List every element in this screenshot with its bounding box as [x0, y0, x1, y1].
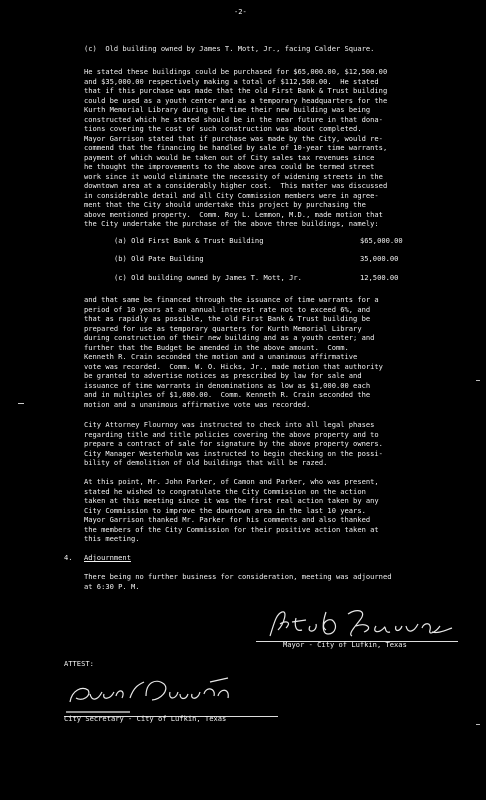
paragraph-financing-motion	[84, 295, 472, 409]
building-amount: 35,000.00	[360, 254, 399, 263]
building-label: (b) Old Pate Building	[114, 254, 204, 263]
text-line: City Manager Westerholm was instructed to begin checking on the possi-	[84, 448, 383, 458]
secretary-title: City Secretary - City of Lufkin, Texas	[64, 714, 227, 723]
section-title: Adjournment	[84, 553, 131, 562]
text-line: commend that the financing be handled by sale of 10-year time warrants,	[84, 143, 388, 152]
building-amount: 12,500.00	[360, 273, 399, 282]
item-c-heading: (c) Old building owned by James T. Mott, Jr., facing Calder Square.	[84, 44, 375, 53]
text-line: and that same be financed through the issuance of time warrants for a	[84, 295, 379, 304]
building-label: (c) Old building owned by James T. Mott, Jr.	[114, 273, 302, 282]
text-line: prepare a contract of sale for signature by the above property owners.	[84, 439, 383, 448]
text-line: in considerable detail and all City Commission members were in agree-	[84, 190, 379, 200]
text-line: prepared for use as temporary quarters for Kurth Memorial Library	[84, 323, 362, 333]
building-row	[114, 273, 414, 283]
mayor-title: Mayor - City of Lufkin, Texas	[283, 640, 407, 649]
text-line: He stated these buildings could be purchased for $65,000.00, $12,500.00	[84, 67, 388, 76]
margin-mark	[476, 724, 480, 725]
text-line: payment of which would be taken out of City sales tax revenues since	[84, 152, 375, 162]
page-number: -2-	[234, 7, 247, 16]
text-line: taken at this meeting since it was the first real action taken by any	[84, 496, 379, 505]
text-line: he thought the improvements to the above area could be termed street	[84, 162, 375, 171]
secretary-signature	[60, 672, 260, 720]
text-line: motion and a unanimous affirmative vote was recorded.	[84, 399, 311, 409]
building-label: (a) Old First Bank & Trust Building	[114, 236, 264, 245]
paragraph-legal-instructions	[84, 420, 472, 468]
text-line: At this point, Mr. John Parker, of Camon and Parker, who was present,	[84, 477, 379, 486]
margin-mark	[18, 403, 24, 404]
text-line: work since it would eliminate the necessity of widening streets in the	[84, 171, 383, 181]
text-line: tions covering the cost of such construction was about completed.	[84, 124, 362, 133]
text-line: Mayor Garrison stated that if purchase was made by the City, would re-	[84, 133, 383, 143]
paragraph-adjournment	[84, 572, 472, 591]
building-row	[114, 254, 414, 264]
text-line: vote was recorded. Comm. W. O. Hicks, Jr., made motion that authority	[84, 361, 383, 371]
text-line: above mentioned property. Comm. Roy L. Lemmon, M.D., made motion that	[84, 209, 383, 219]
text-line: Kenneth R. Crain seconded the motion and a unanimous affirmative	[84, 352, 358, 361]
text-line: during construction of their new building and as a youth center; and	[84, 333, 375, 342]
text-line: There being no further business for consideration, meeting was adjourned	[84, 572, 392, 581]
text-line: be granted to advertise notices as prescribed by law for sale and	[84, 371, 362, 380]
text-line: ment that the City should undertake this project by purchasing the	[84, 200, 366, 209]
paragraph-parker-remarks	[84, 477, 472, 544]
text-line: at 6:30 P. M.	[84, 581, 140, 591]
text-line: and $35,000.00 respectively making a total of $112,500.00. He stated	[84, 76, 379, 86]
text-line: constructed which he stated should be in the near future in that dona-	[84, 114, 383, 124]
text-line: and in multiples of $1,000.00. Comm. Kenneth R. Crain seconded the	[84, 390, 371, 399]
text-line: could be used as a youth center and as a temporary headquarters for the	[84, 95, 388, 105]
text-line: regarding title and title policies covering the above property and to	[84, 429, 379, 439]
text-line: bility of demolition of old buildings that will be razed.	[84, 458, 328, 467]
text-line: downtown area at a considerably higher cost. This matter was discussed	[84, 181, 388, 190]
section-4-heading	[64, 553, 131, 563]
text-line: the members of the City Commission for their positive action taken at	[84, 524, 379, 534]
text-line: stated he wished to congratulate the City Commission on the action	[84, 486, 366, 496]
text-line: City Commission to improve the downtown area in the last 10 years.	[84, 505, 366, 515]
text-line: the City undertake the purchase of the above three buildings, namely:	[84, 219, 379, 228]
text-line: that if this purchase was made that the old First Bank & Trust building	[84, 86, 388, 95]
text-line: issuance of time warrants in denominations as low as $1,000.00 each	[84, 380, 371, 390]
margin-mark	[476, 380, 480, 381]
building-amount: $65,000.00	[360, 236, 403, 245]
attest-label: ATTEST:	[64, 659, 94, 668]
text-line: further that the Budget be amended in the above amount. Comm.	[84, 342, 349, 352]
text-line: City Attorney Flournoy was instructed to check into all legal phases	[84, 420, 375, 429]
paragraph-purchase-discussion	[84, 67, 472, 229]
text-line: period of 10 years at an annual interest rate not to exceed 6%, and	[84, 304, 371, 314]
mayor-signature	[256, 604, 456, 644]
text-line: this meeting.	[84, 534, 140, 543]
text-line: Mayor Garrison thanked Mr. Parker for his comments and also thanked	[84, 515, 371, 524]
building-row	[114, 236, 414, 246]
text-line: that as rapidly as possible, the old First Bank & Trust building be	[84, 314, 371, 323]
text-line: Kurth Memorial Library during the time their new building was being	[84, 105, 371, 114]
section-number: 4.	[64, 553, 73, 562]
